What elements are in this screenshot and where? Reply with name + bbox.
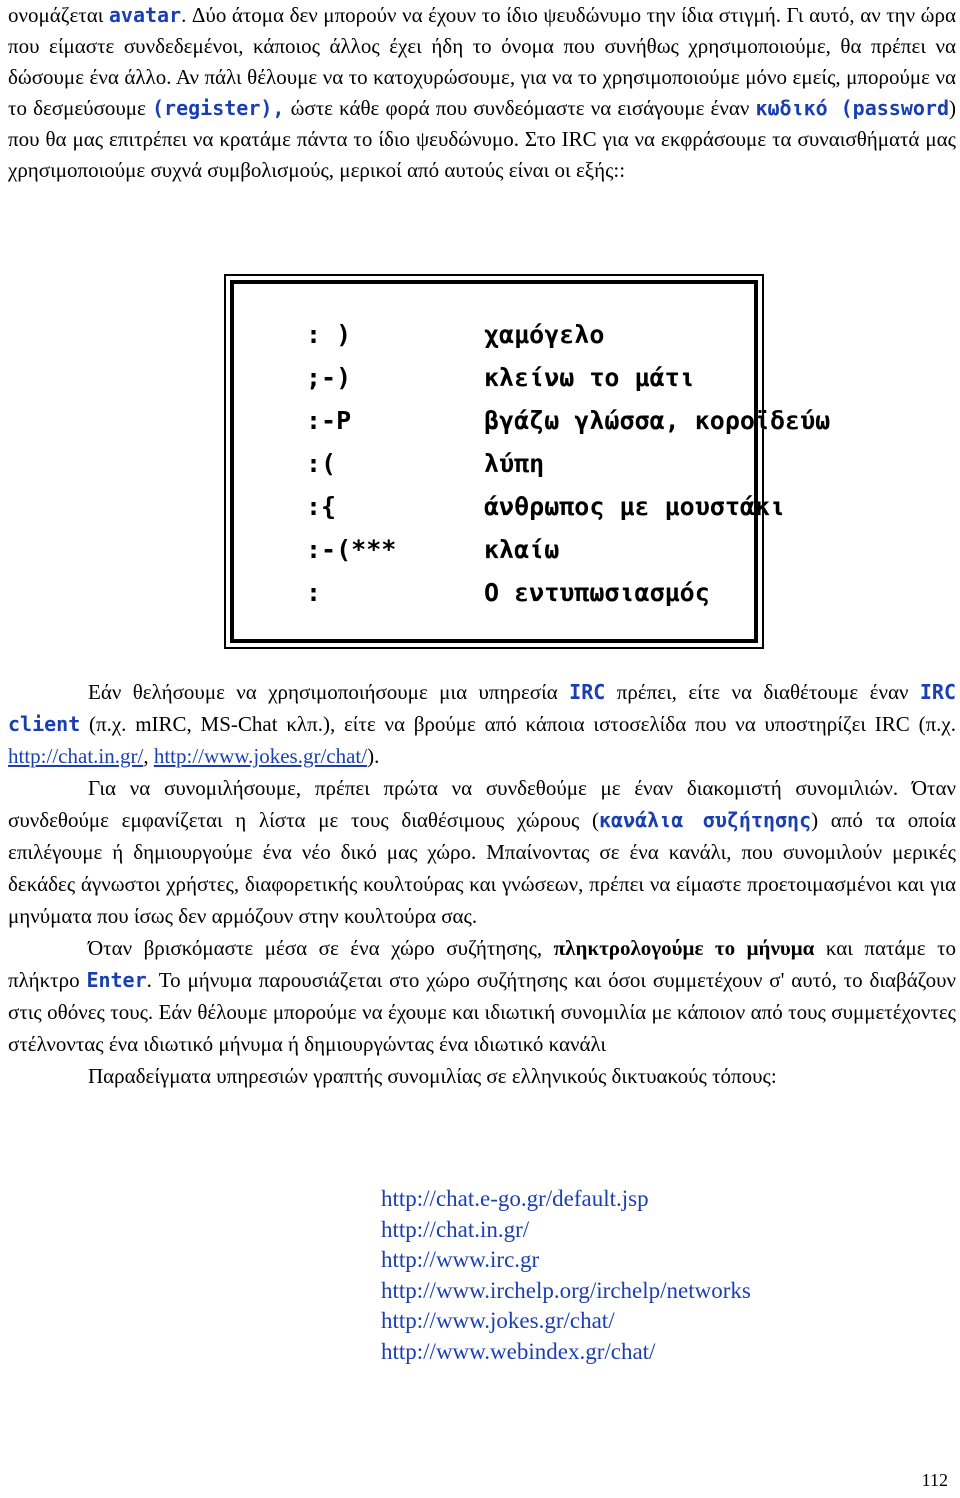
message-paragraph (8, 932, 956, 1060)
link-chat-in-gr[interactable]: http://chat.in.gr/ (8, 744, 144, 768)
bold-type-message: πληκτρολογούμε το μήνυμα (553, 936, 815, 960)
text: (π.χ. mIRC, MS-Chat κλπ.), είτε να βρούμε από κάποια ιστοσελίδα που να υποστηρίζει IRC (π.χ. (80, 712, 956, 736)
text: . Το μήνυμα παρουσιάζεται στο χώρο συζήτησης και όσοι συμμετέχουν σ' αυτό, το διαβάζουν στις οθόνες τους. Εάν θέλουμε μπορούμε να έχουμε και ιδιωτική συνομιλία με κάποιον από τους συμμετέχοντες στέλνοντας ένα ιδιωτικό μήνυμα ή δημιουργώντας ένα ιδιωτικό κανάλι (8, 968, 956, 1056)
link-item[interactable]: http://www.irchelp.org/irchelp/networks (381, 1277, 751, 1303)
emoticon-table-box (230, 280, 831, 643)
link-item[interactable]: http://www.jokes.gr/chat/ (381, 1308, 615, 1333)
keyword-avatar: avatar (108, 3, 182, 27)
text: ) από τα οποία επιλέγουμε ή δημιουργούμε ένα νέο δικό μας χώρο. Μπαίνοντας σε ένα κανάλι, που συνομιλούν μερικές δεκάδες άγνωστοι χρήστες, διαφορετικής κουλτούρας και γνώσεων, πρέπει να είμαστε προετοιμασμένοι και για μηνύματα που ίσως δεν αρμόζουν στην κουλτούρα σας. (8, 808, 956, 928)
text: ώστε κάθε φορά που συνδεόμαστε να εισάγουμε έναν (284, 96, 756, 120)
link-item[interactable]: http://www.webindex.gr/chat/ (381, 1338, 656, 1364)
intro-paragraph (8, 0, 956, 186)
emoticon-meaning: άνθρωπος με μουστάκι (484, 492, 786, 521)
page-number: 112 (921, 1470, 948, 1490)
text: ονομάζεται (8, 3, 109, 27)
text: ). (367, 744, 380, 768)
irc-usage-paragraph (8, 676, 956, 772)
link-list (381, 1184, 751, 1367)
emoticon-meaning: Ο εντυπωσιασμός (484, 578, 710, 607)
emoticon-meaning: λύπη (484, 449, 545, 478)
examples-paragraph: Παραδείγματα υπηρεσιών γραπτής συνομιλίας σε ελληνικούς δικτυακούς τόπους: (88, 1064, 777, 1088)
keyword-irc: IRC (569, 680, 606, 704)
link-item[interactable]: http://www.irc.gr (381, 1247, 540, 1272)
emoticon-meaning: κλαίω (484, 535, 560, 564)
emoticon-meaning: χαμόγελο (484, 320, 605, 349)
emoticon-symbol: ;-) (306, 363, 352, 392)
text: και πατάμε το πλήκτρο (8, 936, 957, 992)
link-item[interactable]: http://chat.in.gr/ (381, 1216, 530, 1242)
text: Για να συνομιλήσουμε, πρέπει πρώτα να συνδεθούμε με έναν διακομιστή συνομιλιών. Όταν συνδεθούμε εμφανίζεται η λίστα με τους διαθέσιμους χώρους ( (8, 776, 956, 832)
emoticon-symbol: :-P (306, 406, 352, 435)
text: , (143, 744, 154, 768)
keyword-irc-client: IRC client (8, 680, 956, 736)
link-item[interactable]: http://chat.e-go.gr/default.jsp (381, 1186, 649, 1211)
text: . Δύο άτομα δεν μπορούν να έχουν το ίδιο ψευδώνυμο την ίδια στιγμή. Γι αυτό, αν την ώρα που είμαστε συνδεδεμένοι, κάποιος άλλος έχει ήδη το όνομα που συνήθως χρησιμοποιούμε, θα πρέπει να δώσουμε ένα άλλο. Αν πάλι θέλουμε να το κατοχυρώσουμε, για να το χρησιμοποιούμε μόνο εμείς, μπορούμε να το δεσμεύσουμε (8, 3, 956, 120)
text: Εάν θελήσουμε να χρησιμοποιήσουμε μια υπηρεσία (88, 680, 570, 704)
main-text-section (8, 676, 956, 1092)
emoticon-symbol: : ) (306, 320, 352, 349)
emoticon-meaning: βγάζω γλώσσα, κοροϊδεύω (484, 406, 831, 435)
emoticon-symbol: :( (306, 449, 337, 478)
keyword-enter: Enter (86, 968, 147, 992)
emoticon-symbol: :{ (306, 492, 337, 521)
keyword-channels: κανάλια συζήτησης (598, 808, 812, 832)
text: πρέπει, είτε να διαθέτουμε έναν (605, 680, 920, 704)
keyword-password: κωδικό (password (755, 96, 949, 120)
connect-paragraph (8, 772, 956, 932)
keyword-register: (register), (152, 96, 285, 120)
link-jokes-gr-chat[interactable]: http://www.jokes.gr/chat/ (153, 744, 368, 768)
emoticon-symbol: :-(*** (306, 535, 397, 564)
text: Όταν βρισκόμαστε μέσα σε ένα χώρο συζήτησης, (88, 936, 554, 960)
emoticon-symbol: : (306, 578, 322, 607)
text: ) που θα μας επιτρέπει να κρατάμε πάντα το ίδιο ψευδώνυμο. Στο IRC για να εκφράσουμε τα συναισθήματά μας χρησιμοποιούμε συχνά συμβολισμούς, μερικοί από αυτούς είναι οι εξής:: (8, 96, 956, 182)
emoticon-meaning: κλείνω το μάτι (484, 363, 695, 392)
